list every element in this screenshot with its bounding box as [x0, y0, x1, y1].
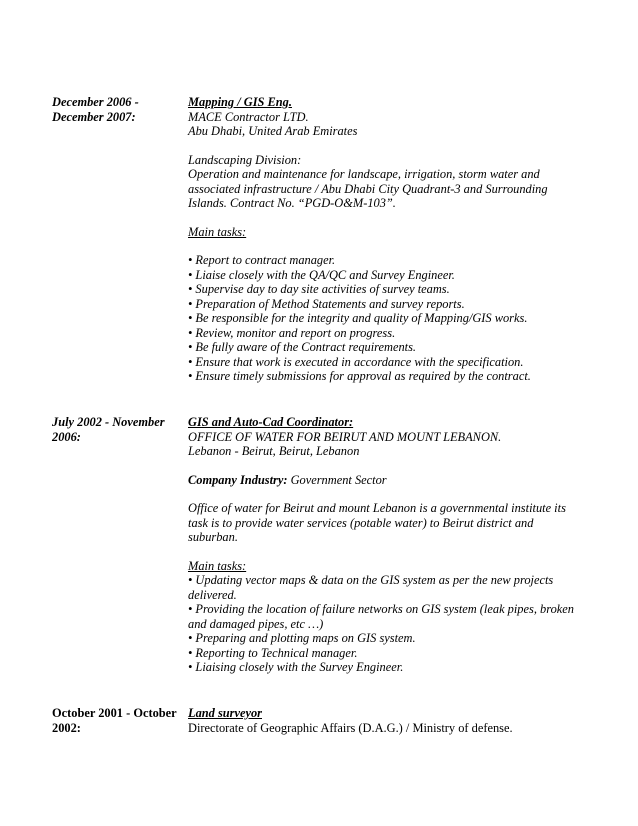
date-line: July 2002 - November: [52, 415, 165, 429]
description-line: task is to provide water services (potable water) to Beirut district and: [188, 515, 534, 530]
date-line: 2002:: [52, 721, 81, 735]
task-item: • Review, monitor and report on progress.: [188, 325, 396, 340]
date-line: October 2001 - October: [52, 706, 177, 720]
company-name: Directorate of Geographic Affairs (D.A.G.) / Ministry of defense.: [188, 720, 513, 735]
task-item: • Preparing and plotting maps on GIS system.: [188, 631, 416, 645]
task-item: delivered.: [188, 587, 237, 602]
task-item: • Reporting to Technical manager.: [188, 645, 358, 660]
job-title: GIS and Auto-Cad Coordinator:: [188, 415, 354, 429]
description-line: Operation and maintenance for landscape, irrigation, storm water and: [188, 167, 540, 181]
date-line: December 2007:: [52, 110, 136, 124]
tasks-list: [188, 253, 608, 384]
description-line: Office of water for Beirut and mount Lebanon is a governmental institute its: [188, 501, 566, 515]
entry-content: [188, 706, 608, 735]
task-item: and damaged pipes, etc …): [188, 616, 324, 631]
entry-date: [52, 415, 182, 445]
task-item: • Liaise closely with the QA/QC and Survey Engineer.: [188, 267, 455, 282]
task-item: • Updating vector maps & data on the GIS system as per the new projects: [188, 573, 554, 587]
company-industry: [188, 473, 608, 488]
description-line: associated infrastructure / Abu Dhabi City Quadrant-3 and Surrounding: [188, 181, 548, 196]
task-item: • Be fully aware of the Contract requirements.: [188, 340, 417, 354]
entry-content: [188, 415, 608, 675]
task-item: • Ensure timely submissions for approval as required by the contract.: [188, 369, 531, 383]
description-line: suburban.: [188, 530, 238, 544]
task-item: • Providing the location of failure networks on GIS system (leak pipes, broken: [188, 602, 574, 616]
task-item: • Preparation of Method Statements and survey reports.: [188, 296, 465, 311]
entry-date: [52, 95, 182, 125]
entry-date: [52, 706, 182, 736]
task-item: • Ensure that work is executed in accordance with the specification.: [188, 354, 524, 369]
task-item: • Supervise day to day site activities of survey teams.: [188, 282, 450, 296]
job-location: Abu Dhabi, United Arab Emirates: [188, 124, 358, 138]
description-line: Islands. Contract No. “PGD-O&M-103”.: [188, 196, 396, 210]
job-title: Mapping / GIS Eng.: [188, 95, 292, 109]
tasks-list: [188, 573, 608, 675]
date-line: 2006:: [52, 430, 81, 444]
company-name: MACE Contractor LTD.: [188, 109, 309, 124]
tasks-heading: Main tasks:: [188, 558, 247, 573]
job-title: Land surveyor: [188, 706, 262, 720]
task-item: • Report to contract manager.: [188, 253, 336, 267]
industry-label: Company Industry:: [188, 472, 288, 487]
industry-value: Government Sector: [287, 472, 387, 487]
entry-content: [188, 95, 608, 384]
date-line: December 2006 -: [52, 95, 139, 109]
task-item: • Be responsible for the integrity and quality of Mapping/GIS works.: [188, 311, 528, 325]
tasks-heading: Main tasks:: [188, 224, 247, 239]
task-item: • Liaising closely with the Survey Engineer.: [188, 660, 404, 674]
division-label: Landscaping Division:: [188, 152, 302, 167]
job-location: Lebanon - Beirut, Beirut, Lebanon: [188, 444, 360, 458]
company-name: OFFICE OF WATER FOR BEIRUT AND MOUNT LEBANON.: [188, 429, 502, 444]
